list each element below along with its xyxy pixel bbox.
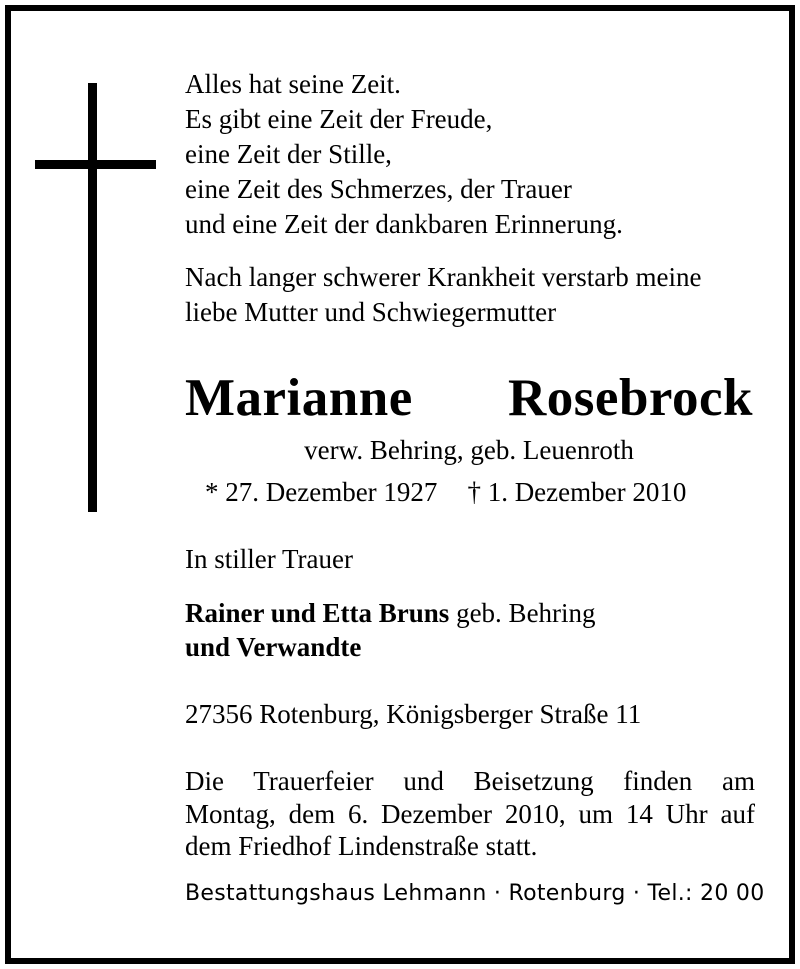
death-date: † 1. Dezember 2010 (467, 477, 687, 507)
deceased-last-name: Rosebrock (508, 369, 753, 427)
relatives: und Verwandte (185, 632, 362, 662)
mourning-intro: In stiller Trauer (185, 544, 353, 574)
deceased-first-name: Marianne (185, 369, 413, 427)
birth-date: * 27. Dezember 1927 (205, 477, 438, 507)
service-line: Montag, dem 6. Dezember 2010, um 14 Uhr auf (185, 799, 755, 829)
funeral-home: Bestattungshaus Lehmann · Rotenburg · Tel.: 20 00 (185, 881, 765, 906)
poem-line: eine Zeit des Schmerzes, der Trauer (185, 174, 572, 204)
poem-line: Alles hat seine Zeit. (185, 69, 401, 99)
former-names: verw. Behring, geb. Leuenroth (304, 435, 634, 465)
mourners-names (185, 597, 596, 629)
life-dates (205, 476, 686, 508)
poem-line: Es gibt eine Zeit der Freude, (185, 104, 493, 134)
cross-icon (88, 83, 97, 512)
announcement-line: Nach langer schwerer Krankheit verstarb meine (185, 262, 702, 292)
mourners-names-rest: geb. Behring (449, 598, 596, 628)
mourners-names-bold: Rainer und Etta Bruns (185, 598, 450, 628)
address: 27356 Rotenburg, Königsberger Straße 11 (185, 699, 642, 729)
deceased-name (185, 366, 753, 430)
announcement-line: liebe Mutter und Schwiegermutter (185, 297, 557, 327)
poem-line: eine Zeit der Stille, (185, 139, 392, 169)
service-line: Die Trauerfeier und Beisetzung finden am (185, 766, 755, 796)
poem-line: und eine Zeit der dankbaren Erinnerung. (185, 209, 623, 239)
service-line: dem Friedhof Lindenstraße statt. (185, 831, 538, 861)
cross-icon-bar (35, 160, 156, 169)
